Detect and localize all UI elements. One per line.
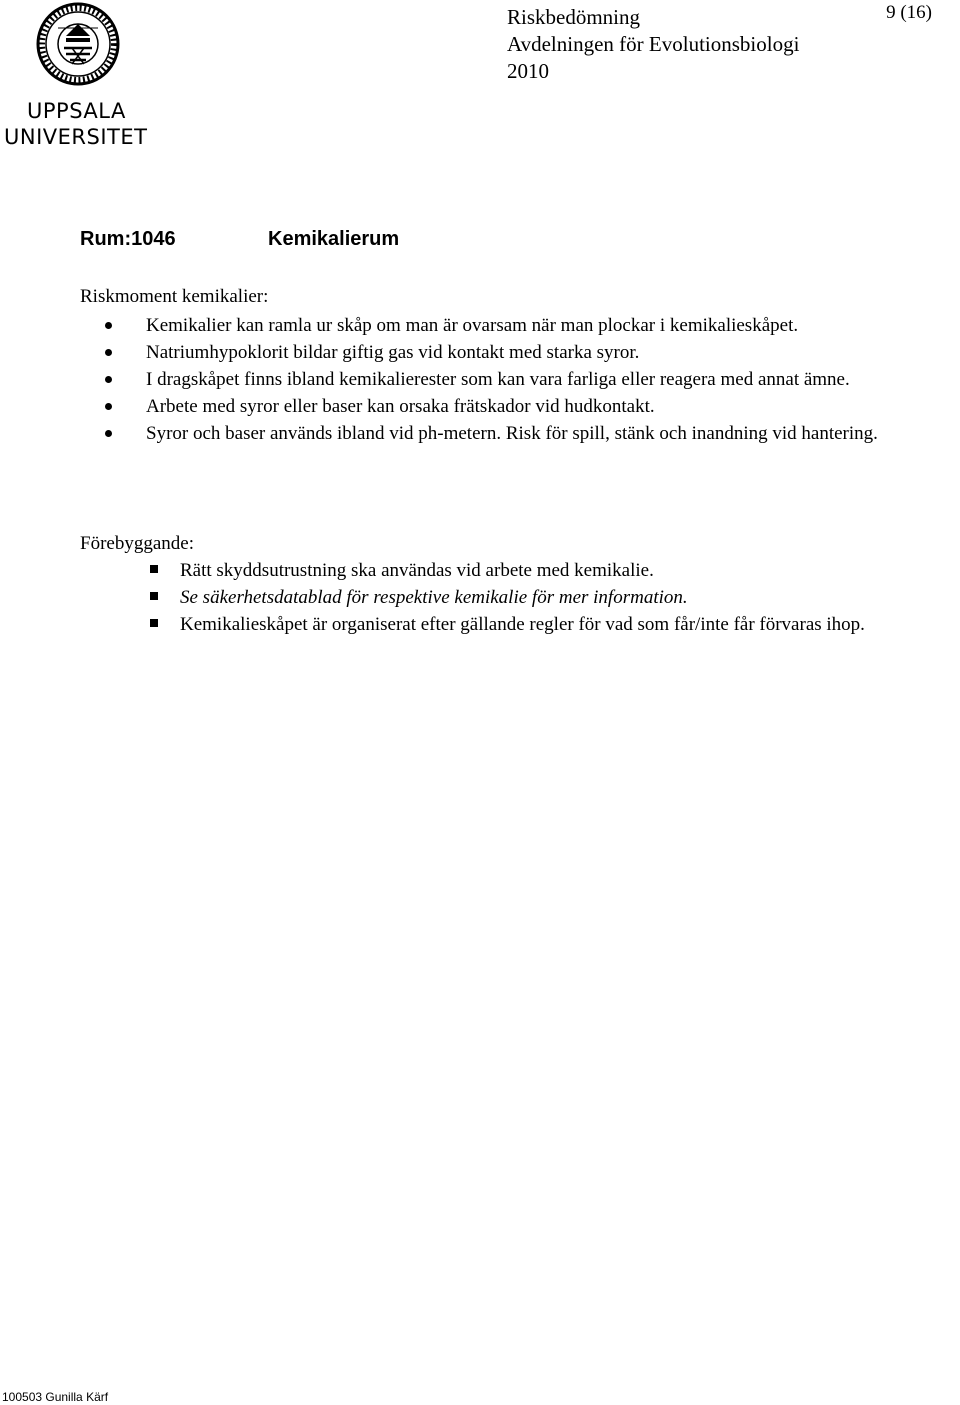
- square-bullet-icon: [150, 565, 158, 573]
- risks-heading: Riskmoment kemikalier:: [80, 286, 269, 307]
- document-year: 2010: [507, 59, 549, 83]
- list-item: Kemikalier kan ramla ur skåp om man är ovarsam när man plockar i kemikalieskåpet.: [0, 312, 946, 339]
- list-item: Arbete med syror eller baser kan orsaka frätskador vid hudkontakt.: [0, 393, 946, 420]
- university-seal-icon: [36, 2, 120, 86]
- page-number: 9 (16): [886, 2, 932, 23]
- list-item: Syror och baser används ibland vid ph-metern. Risk för spill, stänk och inandning vid hantering.: [0, 420, 946, 447]
- bullet-icon: [105, 403, 112, 410]
- document-title: Riskbedömning: [507, 5, 641, 29]
- list-item: I dragskåpet finns ibland kemikalierester som kan vara farliga eller reagera med annat ämne.: [0, 366, 946, 393]
- prevention-heading: Förebyggande:: [80, 533, 194, 554]
- list-item: Rätt skyddsutrustning ska användas vid arbete med kemikalie.: [0, 557, 960, 584]
- bullet-icon: [105, 322, 112, 329]
- room-name: Kemikalierum: [268, 228, 400, 250]
- risks-list: [0, 312, 946, 447]
- prevention-list: [0, 557, 960, 638]
- square-bullet-icon: [150, 592, 158, 600]
- bullet-icon: [105, 430, 112, 437]
- document-header: [507, 4, 799, 85]
- footer-text: 100503 Gunilla Kärf: [2, 1390, 109, 1404]
- list-item: Kemikalieskåpet är organiserat efter gällande regler för vad som får/inte får förvaras ihop.: [0, 611, 960, 638]
- list-item: Natriumhypoklorit bildar giftig gas vid kontakt med starka syror.: [0, 339, 946, 366]
- university-name-line2: UNIVERSITET: [4, 125, 148, 149]
- department-name: Avdelningen för Evolutionsbiologi: [507, 32, 800, 56]
- university-name-line1: UPPSALA: [27, 99, 126, 123]
- room-label: Rum:1046: [80, 228, 176, 250]
- square-bullet-icon: [150, 619, 158, 627]
- list-item: Se säkerhetsdatablad för respektive kemikalie för mer information.: [0, 584, 960, 611]
- bullet-icon: [105, 349, 112, 356]
- room-heading: [80, 228, 400, 251]
- bullet-icon: [105, 376, 112, 383]
